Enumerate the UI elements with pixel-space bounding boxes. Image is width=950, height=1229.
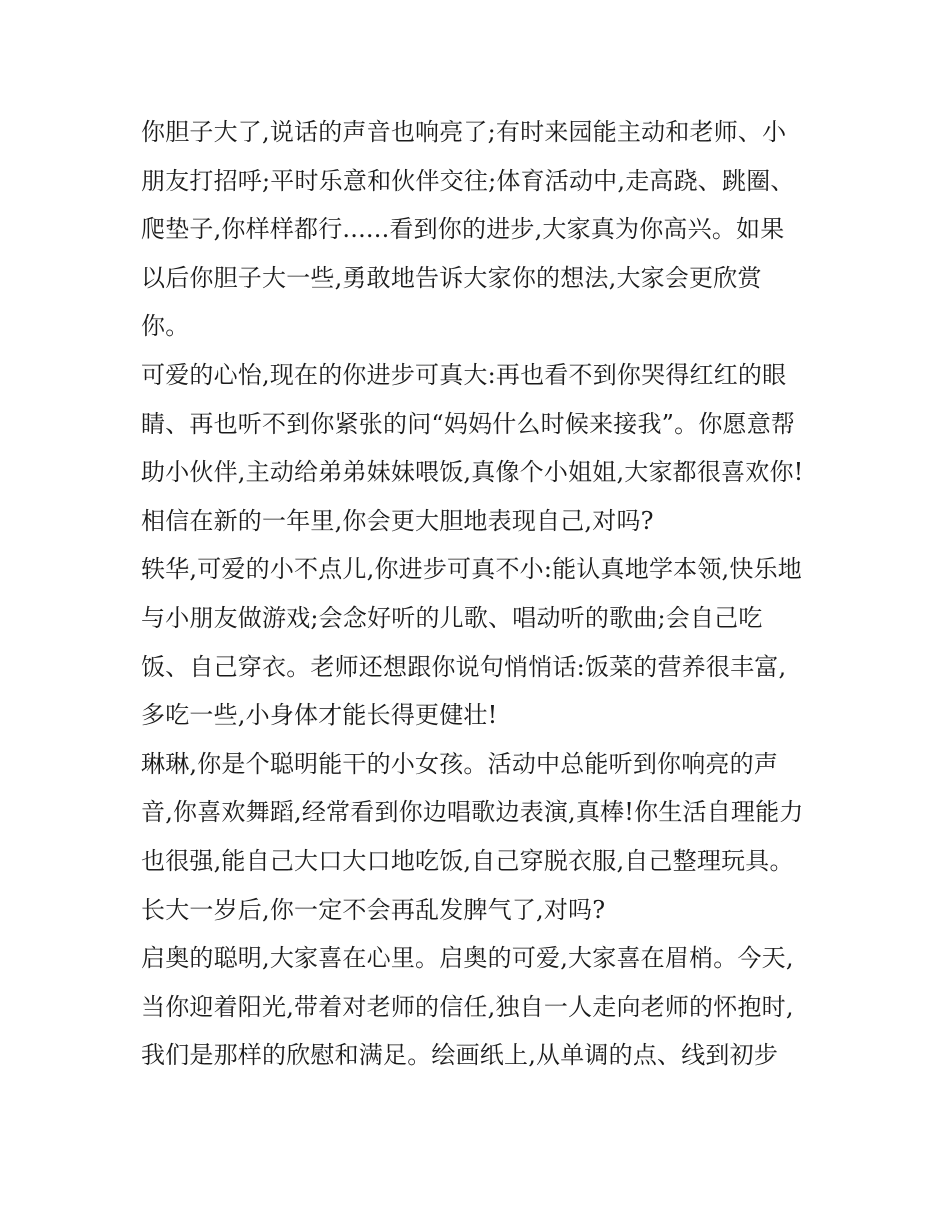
text-line: 以后你胆子大一些,勇敢地告诉大家你的想法,大家会更欣赏 xyxy=(141,263,762,292)
text-line: 睛、再也听不到你紧张的问“妈妈什么时候来接我”。你愿意帮 xyxy=(141,409,796,438)
text-line: 助小伙伴,主动给弟弟妹妹喂饭,真像个小姐姐,大家都很喜欢你! xyxy=(141,458,804,487)
text-line: 朋友打招呼;平时乐意和伙伴交往;体育活动中,走高跷、跳圈、 xyxy=(141,166,795,195)
text-line: 爬垫子,你样样都行......看到你的进步,大家真为你高兴。如果 xyxy=(141,215,785,244)
text-line: 当你迎着阳光,带着对老师的信任,独自一人走向老师的怀抱时, xyxy=(141,992,794,1021)
body-text xyxy=(141,108,821,1080)
text-line: 启奥的聪明,大家喜在心里。启奥的可爱,大家喜在眉梢。今天, xyxy=(141,944,794,973)
text-line: 轶华,可爱的小不点儿,你进步可真不小:能认真地学本领,快乐地 xyxy=(141,555,802,584)
text-line: 可爱的心怡,现在的你进步可真大:再也看不到你哭得红红的眼 xyxy=(141,360,787,389)
text-line: 长大一岁后,你一定不会再乱发脾气了,对吗? xyxy=(141,895,606,924)
text-line: 你。 xyxy=(141,312,190,341)
text-line: 也很强,能自己大口大口地吃饭,自己穿脱衣服,自己整理玩具。 xyxy=(141,846,794,875)
text-line: 音,你喜欢舞蹈,经常看到你边唱歌边表演,真棒!你生活自理能力 xyxy=(141,798,804,827)
text-line: 你胆子大了,说话的声音也响亮了;有时来园能主动和老师、小 xyxy=(141,118,787,146)
text-line: 饭、自己穿衣。老师还想跟你说句悄悄话:饭菜的营养很丰富, xyxy=(141,652,787,681)
text-line: 我们是那样的欣慰和满足。绘画纸上,从单调的点、线到初步 xyxy=(141,1041,779,1070)
text-line: 与小朋友做游戏;会念好听的儿歌、唱动听的歌曲;会自己吃 xyxy=(141,603,763,632)
text-line: 琳琳,你是个聪明能干的小女孩。活动中总能听到你响亮的声 xyxy=(141,749,779,778)
text-line: 相信在新的一年里,你会更大胆地表现自己,对吗? xyxy=(141,506,654,535)
text-line: 多吃一些,小身体才能长得更健壮! xyxy=(141,701,498,730)
